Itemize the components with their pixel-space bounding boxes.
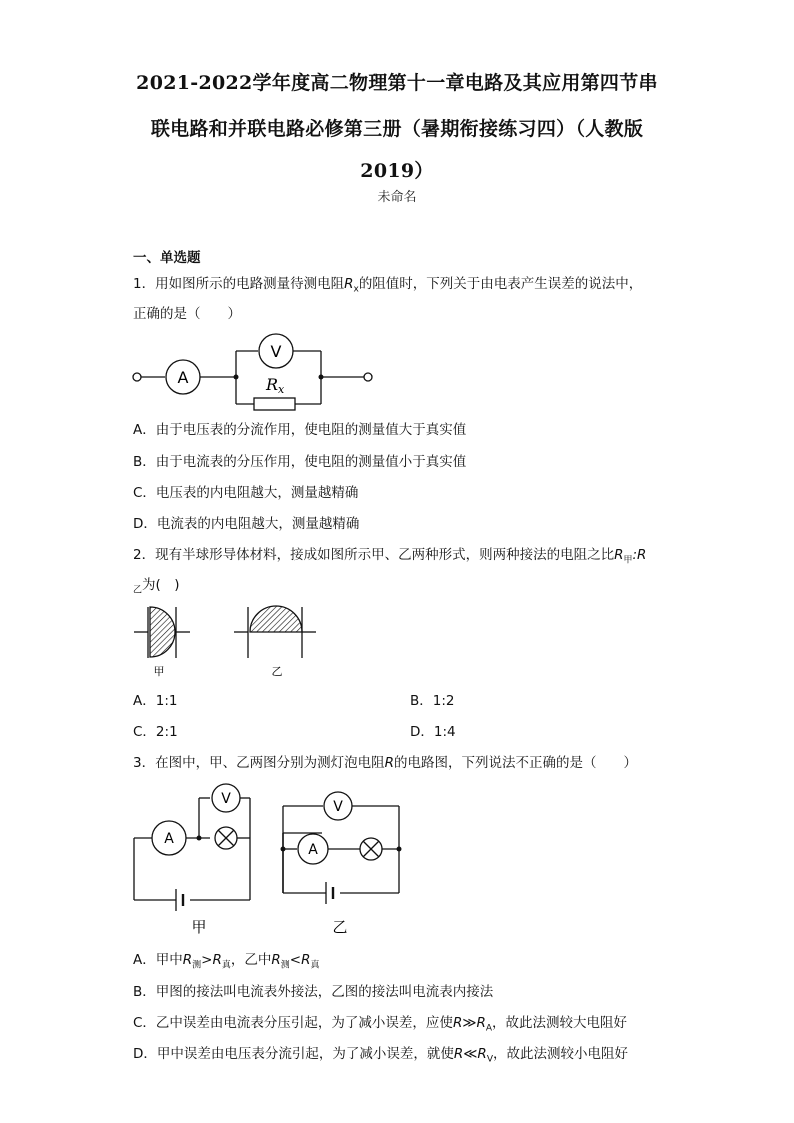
q1-stem-pre: 1．用如图所示的电路测量待测电阻 (133, 276, 345, 292)
q3-stem-post: 的电路图，下列说法不正确的是（ ） (393, 755, 637, 771)
q2-sub1: 甲 (623, 555, 633, 566)
q1-option-b[interactable]: B．由于电流表的分压作用，使电阻的测量值小于真实值 (133, 454, 467, 470)
q3-d-post: ，故此法测较小电阻好 (492, 1046, 628, 1062)
q1-option-a[interactable]: A．由于电压表的分流作用，使电阻的测量值大于真实值 (133, 422, 467, 438)
author-line: 未命名 (377, 190, 417, 205)
document-title-line-3: 2019） (360, 160, 434, 182)
q3-d-r: R (453, 1046, 464, 1062)
document-title-line-1: 2021-2022学年度高二物理第十一章电路及其应用第四节串 (136, 72, 658, 94)
q1-resistor-label-r: R (266, 375, 279, 394)
q3-a-r2: R (271, 952, 281, 968)
q2-option-c[interactable]: C．2:1 (133, 724, 178, 740)
q2-label-yi: 乙 (271, 665, 283, 678)
q2-label-jia: 甲 (153, 665, 165, 678)
q1-stem-line-2: 正确的是（ ） (133, 306, 241, 322)
q3-label-yi: 乙 (332, 918, 348, 936)
q3-stem-pre: 3．在图中，甲、乙两图分别为测灯泡电阻 (133, 755, 385, 771)
q3-c-sub: A (485, 1023, 493, 1034)
q2-stem-post: 为( ) (142, 577, 180, 593)
q3-a-sub1: 测 (192, 960, 202, 971)
q3-a-sub4: 真 (310, 960, 320, 971)
q2-stem-pre: 2．现有半球形导体材料，接成如图所示甲、乙两种形式，则两种接法的电阻之比 (133, 547, 615, 563)
q3-option-c[interactable] (133, 1014, 627, 1038)
q3-yi-junction-right (397, 847, 402, 852)
q2-option-d[interactable]: D．1:4 (410, 724, 456, 740)
q1-option-d[interactable]: D．电流表的内电阻越大，测量越精确 (133, 516, 360, 532)
q2-sub2: 乙 (133, 585, 143, 596)
q3-a-gt: >R (201, 952, 222, 968)
q1-r-subscript: x (353, 284, 359, 295)
q3-jia-ammeter-label: A (164, 831, 174, 847)
q3-yi-ammeter-label: A (308, 842, 318, 858)
q3-jia-voltmeter-label: V (221, 791, 231, 807)
q1-stem-post: 的阻值时，下列关于由电表产生误差的说法中， (358, 276, 643, 292)
q3-option-d[interactable] (133, 1045, 628, 1069)
q3-d-sub: V (486, 1054, 493, 1065)
q3-option-a[interactable] (133, 951, 320, 975)
q1-voltmeter-label: V (270, 342, 282, 361)
q3-c-pre: C．乙中误差由电流表分压引起，为了减小误差，应使 (133, 1015, 453, 1031)
q3-yi-voltmeter-label: V (333, 799, 343, 815)
q2-option-a[interactable]: A．1:1 (133, 693, 178, 709)
q3-a-sub3: 测 (280, 960, 290, 971)
section-title: 一、单选题 (133, 250, 201, 266)
q3-a-mid: ，乙中 (230, 952, 272, 968)
q1-resistor-label-x: x (278, 383, 285, 396)
q3-d-pre: D．甲中误差由电压表分流引起，为了减小误差，就使 (133, 1046, 454, 1062)
q2-option-b[interactable]: B．1:2 (410, 693, 455, 709)
q3-jia-junction (197, 836, 202, 841)
q3-yi-junction-left (281, 847, 286, 852)
q3-c-post: ，故此法测较大电阻好 (492, 1015, 628, 1031)
q3-a-sub2: 真 (221, 960, 231, 971)
q3-d-rel: ≪R (463, 1046, 487, 1062)
q2-colon: :R (632, 547, 647, 563)
q3-a-pre: A．甲中 (133, 952, 183, 968)
q3-c-rel: ≫R (462, 1015, 486, 1031)
q2-r1: R (614, 547, 624, 563)
q3-a-lt: <R (289, 952, 311, 968)
q3-r-symbol: R (384, 755, 394, 771)
document-title-line-2: 联电路和并联电路必修第三册（暑期衔接练习四）（人教版 (150, 118, 644, 140)
q3-label-jia: 甲 (191, 918, 207, 936)
q1-option-c[interactable]: C．电压表的内电阻越大，测量越精确 (133, 485, 359, 501)
q3-a-r1: R (182, 952, 193, 968)
q1-r-symbol: R (344, 276, 354, 292)
q1-ammeter-label: A (177, 368, 189, 387)
q3-c-r: R (452, 1015, 463, 1031)
q3-option-b[interactable]: B．甲图的接法叫电流表外接法，乙图的接法叫电流表内接法 (133, 984, 494, 1000)
